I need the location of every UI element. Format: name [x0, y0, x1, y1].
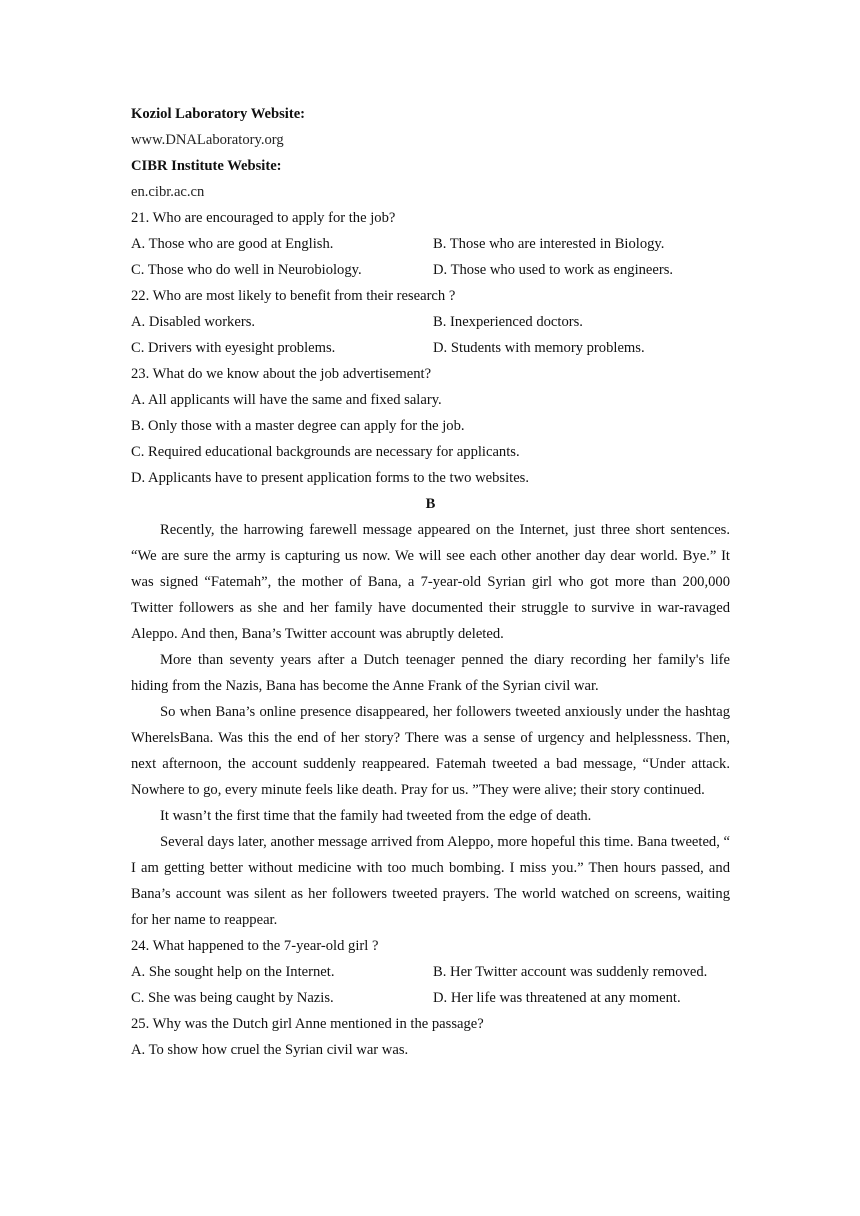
- question-23: 23. What do we know about the job advertisement?: [131, 366, 432, 382]
- question-25: 25. Why was the Dutch girl Anne mentioned in the passage?: [131, 1016, 484, 1032]
- question-21: 21. Who are encouraged to apply for the job?: [131, 210, 396, 226]
- q21-option-d: D. Those who used to work as engineers.: [433, 262, 674, 278]
- document-page: [131, 101, 730, 1063]
- passage-paragraph: It wasn’t the first time that the family had tweeted from the edge of death.: [160, 808, 592, 824]
- q23-option-d: D. Applicants have to present application forms to the two websites.: [131, 470, 529, 486]
- q21-option-a: A. Those who are good at English.: [131, 236, 334, 252]
- q23-option-b: B. Only those with a master degree can apply for the job.: [131, 418, 465, 434]
- q24-option-a: A. She sought help on the Internet.: [131, 964, 335, 980]
- q25-option-a: A. To show how cruel the Syrian civil war was.: [131, 1042, 409, 1058]
- q21-option-c: C. Those who do well in Neurobiology.: [131, 262, 362, 278]
- question-24: 24. What happened to the 7-year-old girl ?: [131, 938, 379, 954]
- passage-paragraph: Recently, the harrowing farewell message appeared on the Internet, just three short sentences. “We are sure the army is capturing us now. We will see each other another day dear world. Bye.” It was signed “Fatemah”, the mother of Bana, a 7-year-old Syrian girl who got more than 200,000 Twitter followers as she and her family have documented their struggle to survive in war-ravaged Aleppo. And then, Bana’s Twitter account was abruptly deleted.: [131, 522, 730, 642]
- q22-option-a: A. Disabled workers.: [131, 314, 256, 330]
- q22-options-cd: [131, 335, 730, 361]
- passage-paragraph: Several days later, another message arrived from Aleppo, more hopeful this time. Bana tweeted, “ I am getting better without medicine with too much bombing. I miss you.” Then hours passed, and Bana’s account was silent as her followers tweeted prayers. The world watched on screens, waiting for her name to reappear.: [131, 834, 730, 928]
- cibr-label: CIBR Institute Website:: [131, 158, 282, 174]
- q21-option-b: B. Those who are interested in Biology.: [433, 236, 665, 252]
- q24-option-d: D. Her life was threatened at any moment.: [433, 990, 681, 1006]
- q23-option-a: A. All applicants will have the same and fixed salary.: [131, 392, 442, 408]
- koziol-label: Koziol Laboratory Website:: [131, 106, 306, 122]
- q24-options-cd: [131, 985, 730, 1011]
- q21-options-ab: [131, 231, 730, 257]
- q22-options-ab: [131, 309, 730, 335]
- q24-option-b: B. Her Twitter account was suddenly removed.: [433, 964, 708, 980]
- passage-paragraph: So when Bana’s online presence disappeared, her followers tweeted anxiously under the hashtag WherelsBana. Was this the end of her story? There was a sense of urgency and helplessness. Then, next afternoon, the account suddenly reappeared. Fatemah tweeted a bad message, “Under attack. Nowhere to go, every minute feels like death. Pray for us. ”They were alive; their story continued.: [131, 704, 730, 798]
- q23-option-c: C. Required educational backgrounds are necessary for applicants.: [131, 444, 520, 460]
- q22-option-c: C. Drivers with eyesight problems.: [131, 340, 336, 356]
- passage-paragraph: More than seventy years after a Dutch teenager penned the diary recording her family's life hiding from the Nazis, Bana has become the Anne Frank of the Syrian civil war.: [131, 652, 730, 694]
- cibr-url[interactable]: en.cibr.ac.cn: [131, 184, 205, 200]
- q24-option-c: C. She was being caught by Nazis.: [131, 990, 334, 1006]
- koziol-url[interactable]: www.DNALaboratory.org: [131, 132, 284, 148]
- q22-option-b: B. Inexperienced doctors.: [433, 314, 583, 330]
- q22-option-d: D. Students with memory problems.: [433, 340, 645, 356]
- q21-options-cd: [131, 257, 730, 283]
- question-22: 22. Who are most likely to benefit from their research ?: [131, 288, 456, 304]
- q24-options-ab: [131, 959, 730, 985]
- section-b-heading: B: [425, 496, 436, 512]
